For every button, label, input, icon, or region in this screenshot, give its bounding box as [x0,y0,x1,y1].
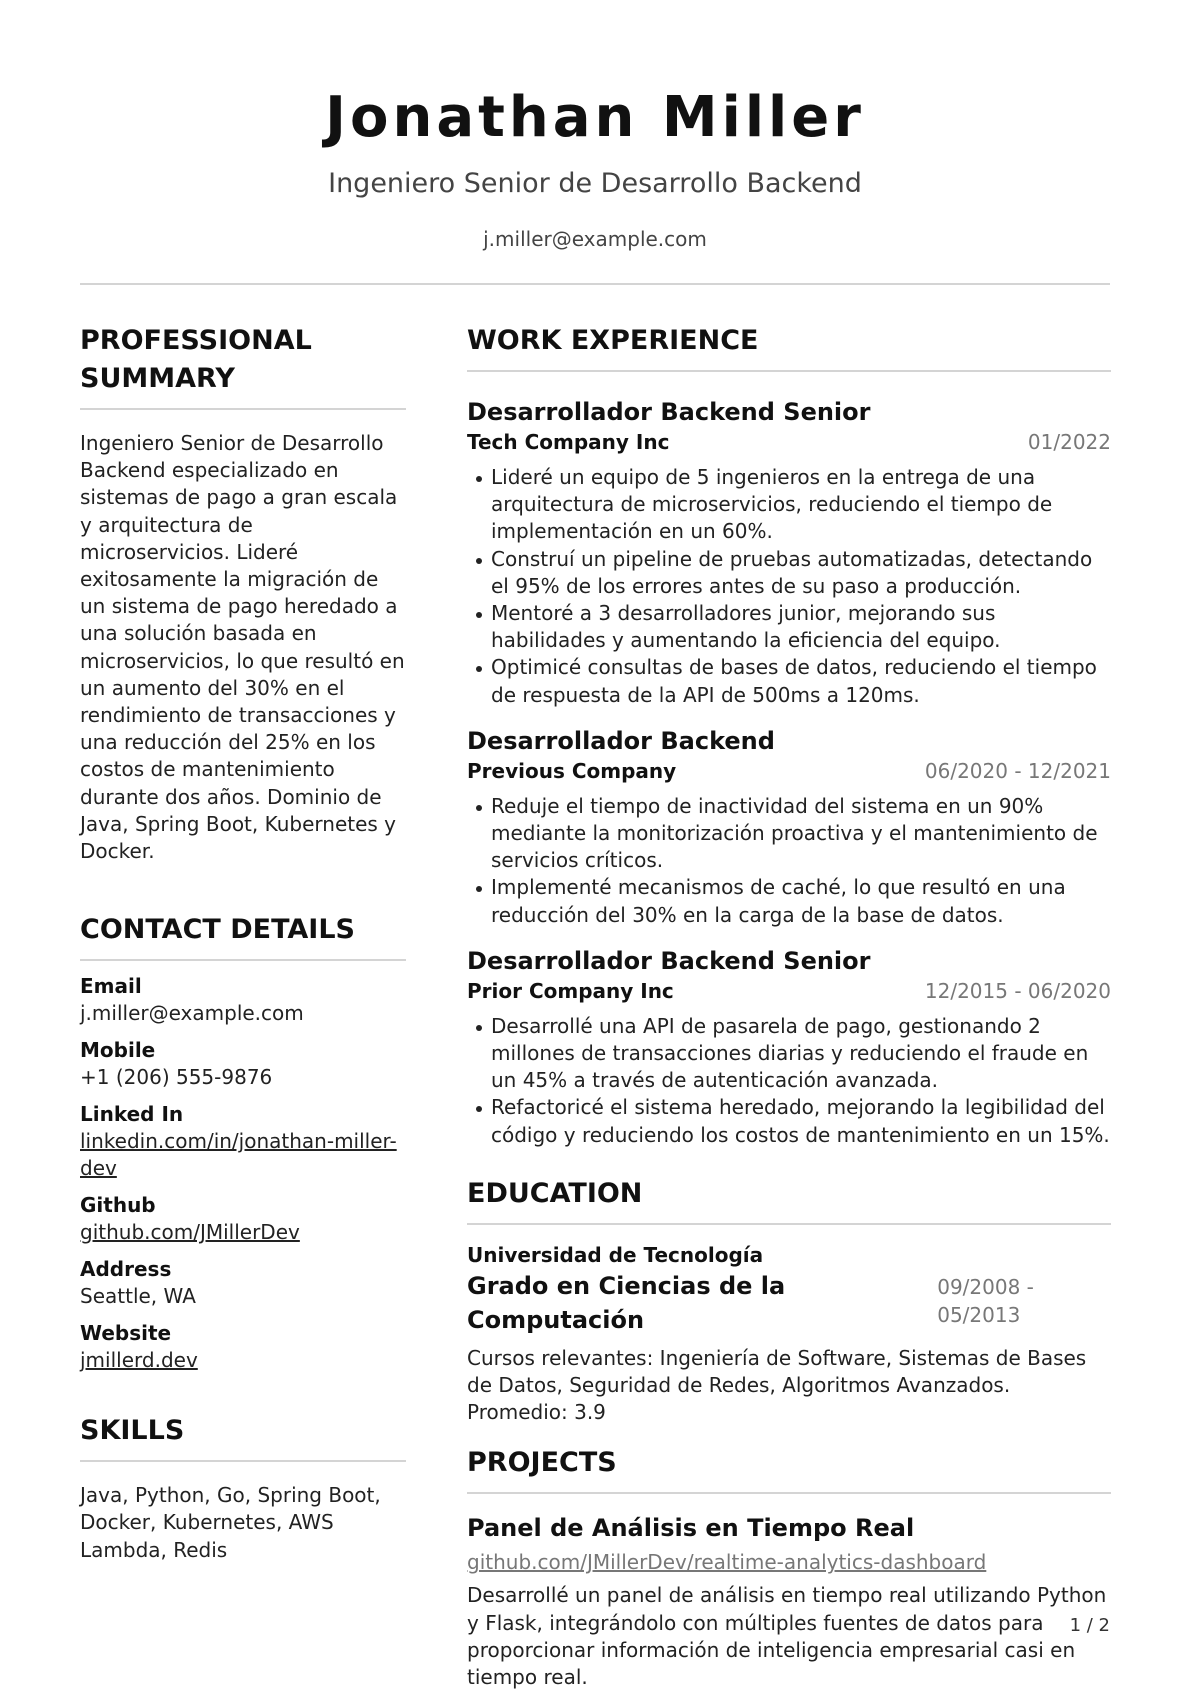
contact-website-label: Website [80,1321,172,1346]
summary-text: Ingeniero Senior de Desarrollo Backend especializado en sistemas de pago a gran escala y arquitectura de microservicios. Lideré exitosamente la migración de un sistema de pago heredado a una solución basada en microservicios, lo que resultó en un aumento del 30% en el rendimiento de transacciones y una reducción del 25% en los costos de mantenimiento durante dos años. Dominio de Java, Spring Boot, Kubernetes y Docker. [80,431,405,864]
job-entry [467,945,1111,1149]
job-date: 06/2020 - 12/2021 [924,758,1111,783]
project-description: Desarrollé un panel de análisis en tiempo real utilizando Python y Flask, integrándolo con múltiples fuentes de datos para proporcionar información de inteligencia empresarial casi en tiempo real. [467,1583,1107,1690]
job-bullets [467,1013,1111,1149]
job-bullet: Refactoricé el sistema heredado, mejorando la legibilidad del código y reduciendo los costos de mantenimiento en un 15%. [467,1094,1111,1148]
contact-linkedin-link[interactable]: linkedin.com/in/jonathan-miller-dev [80,1129,397,1181]
right-column [467,322,1111,1691]
contact-mobile-value: +1 (206) 555-9876 [80,1065,273,1090]
contact-email-label: Email [80,974,142,999]
experience-divider [467,370,1111,372]
experience-heading: WORK EXPERIENCE [467,325,759,356]
job-bullet: Reduje el tiempo de inactividad del sistema en un 90% mediante la monitorización proactiva y el mantenimiento de servicios críticos. [467,793,1111,875]
contact-github-link[interactable]: github.com/JMillerDev [80,1220,300,1245]
education-heading: EDUCATION [467,1177,643,1209]
contact-divider [80,959,406,961]
education-divider [467,1223,1111,1225]
job-title: Desarrollador Backend Senior [467,398,871,426]
contact-website-link[interactable]: jmillerd.dev [80,1348,198,1373]
job-title: Desarrollador Backend [467,726,775,755]
job-date: 01/2022 [1027,430,1111,454]
project-title: Panel de Análisis en Tiempo Real [467,1514,915,1543]
contact-address-label: Address [80,1257,172,1282]
contact-email-value: j.miller@example.com [80,1001,304,1026]
job-bullet: Construí un pipeline de pruebas automatizadas, detectando el 95% de los errores antes de su paso a producción. [467,546,1111,600]
projects-section [467,1444,1111,1691]
skills-heading: SKILLS [80,1415,185,1447]
job-bullet: Mentoré a 3 desarrolladores junior, mejorando sus habilidades y aumentando la eficiencia del equipo. [467,600,1111,654]
contact-github-label: Github [80,1193,156,1218]
job-company: Prior Company Inc [467,978,674,1003]
candidate-title: Ingeniero Senior de Desarrollo Backend [328,168,862,199]
job-date: 12/2015 - 06/2020 [924,978,1111,1003]
skills-text: Java, Python, Go, Spring Boot, Docker, Kubernetes, AWS Lambda, Redis [80,1483,381,1562]
project-link[interactable]: github.com/JMillerDev/realtime-analytics-dashboard [467,1550,987,1575]
header-email: j.miller@example.com [483,227,707,251]
job-entry [467,396,1111,709]
contact-mobile-label: Mobile [80,1038,156,1063]
education-date: 09/2008 - 05/2013 [937,1274,1034,1327]
job-entry [467,725,1111,929]
contact-address-value: Seattle, WA [80,1284,196,1309]
job-bullet: Desarrollé una API de pasarela de pago, gestionando 2 millones de transacciones diarias y reduciendo el fraude en un 45% a través de autenticación avanzada. [467,1013,1111,1095]
candidate-name: Jonathan Miller [325,85,865,150]
education-description: Cursos relevantes: Ingeniería de Software, Sistemas de Bases de Datos, Seguridad de Redes, Algoritmos Avanzados. Promedio: 3.9 [467,1345,1087,1425]
left-column [80,322,406,1564]
job-bullets [467,464,1111,709]
job-bullets [467,793,1111,929]
job-company: Previous Company [467,758,677,783]
contact-linkedin-label: Linked In [80,1102,184,1127]
contact-heading: CONTACT DETAILS [80,914,355,946]
education-degree: Grado en Ciencias de la Computación [467,1271,786,1334]
contact-list [80,973,406,1374]
education-section [467,1175,1111,1427]
summary-divider [80,408,406,410]
job-company: Tech Company Inc [467,430,670,454]
job-bullet: Optimicé consultas de bases de datos, reduciendo el tiempo de respuesta de la API de 500ms a 120ms. [467,654,1111,708]
education-school: Universidad de Tecnología [467,1242,764,1267]
job-title: Desarrollador Backend Senior [467,946,871,975]
summary-heading: PROFESSIONAL SUMMARY [80,325,312,394]
job-bullet: Lideré un equipo de 5 ingenieros en la entrega de una arquitectura de microservicios, reduciendo el tiempo de implementación en un 60%. [467,464,1111,546]
projects-divider [467,1492,1111,1494]
skills-divider [80,1460,406,1462]
summary-section [80,322,406,865]
contact-section [80,911,406,1374]
header-divider [80,283,1110,285]
experience-section [467,322,1111,1149]
skills-section [80,1412,406,1564]
page-number: 1 / 2 [1069,1615,1110,1636]
job-bullet: Implementé mecanismos de caché, lo que resultó en una reducción del 30% en la carga de la base de datos. [467,874,1111,928]
projects-heading: PROJECTS [467,1447,617,1479]
